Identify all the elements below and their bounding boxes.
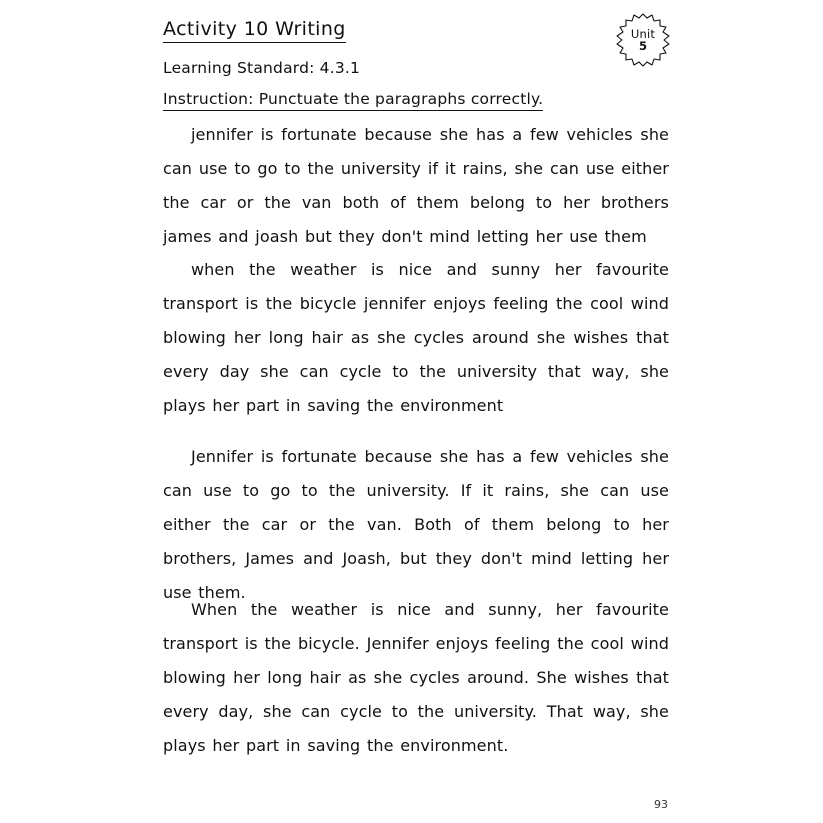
unpunctuated-paragraph-2-container	[163, 253, 669, 423]
unpunctuated-paragraph-2: when the weather is nice and sunny her favourite transport is the bicycle jennifer enjoys feeling the cool wind blowing her long hair as she cycles around she wishes that every day she can cycle to the university that way, she plays her part in saving the environment	[163, 260, 669, 415]
instruction-line: Instruction: Punctuate the paragraphs correctly.	[163, 90, 543, 111]
unit-badge	[621, 18, 665, 62]
corrected-paragraph-1-container	[163, 440, 669, 610]
page-number: 93	[654, 798, 668, 811]
learning-standard: Learning Standard: 4.3.1	[163, 59, 361, 77]
corrected-paragraph-2: When the weather is nice and sunny, her favourite transport is the bicycle. Jennifer enjoys feeling the cool wind blowing her long hair as she cycles around. She wishes that every day, she can cycle to the university. That way, she plays her part in saving the environment.	[163, 600, 669, 755]
page-title: Activity 10 Writing	[163, 18, 346, 43]
unpunctuated-paragraph-1: jennifer is fortunate because she has a few vehicles she can use to go to the university if it rains, she can use either the car or the van both of them belong to her brothers james and joash but they don't mind letting her use them	[163, 125, 669, 246]
unpunctuated-paragraph-1-container	[163, 118, 669, 254]
unit-label: Unit	[630, 26, 656, 41]
unit-number: 5	[638, 39, 647, 53]
corrected-paragraph-1: Jennifer is fortunate because she has a few vehicles she can use to go to the university. If it rains, she can use either the car or the van. Both of them belong to her brothers, James and Joash, but they don't mind letting her use them.	[163, 447, 669, 602]
corrected-paragraph-2-container	[163, 593, 669, 763]
